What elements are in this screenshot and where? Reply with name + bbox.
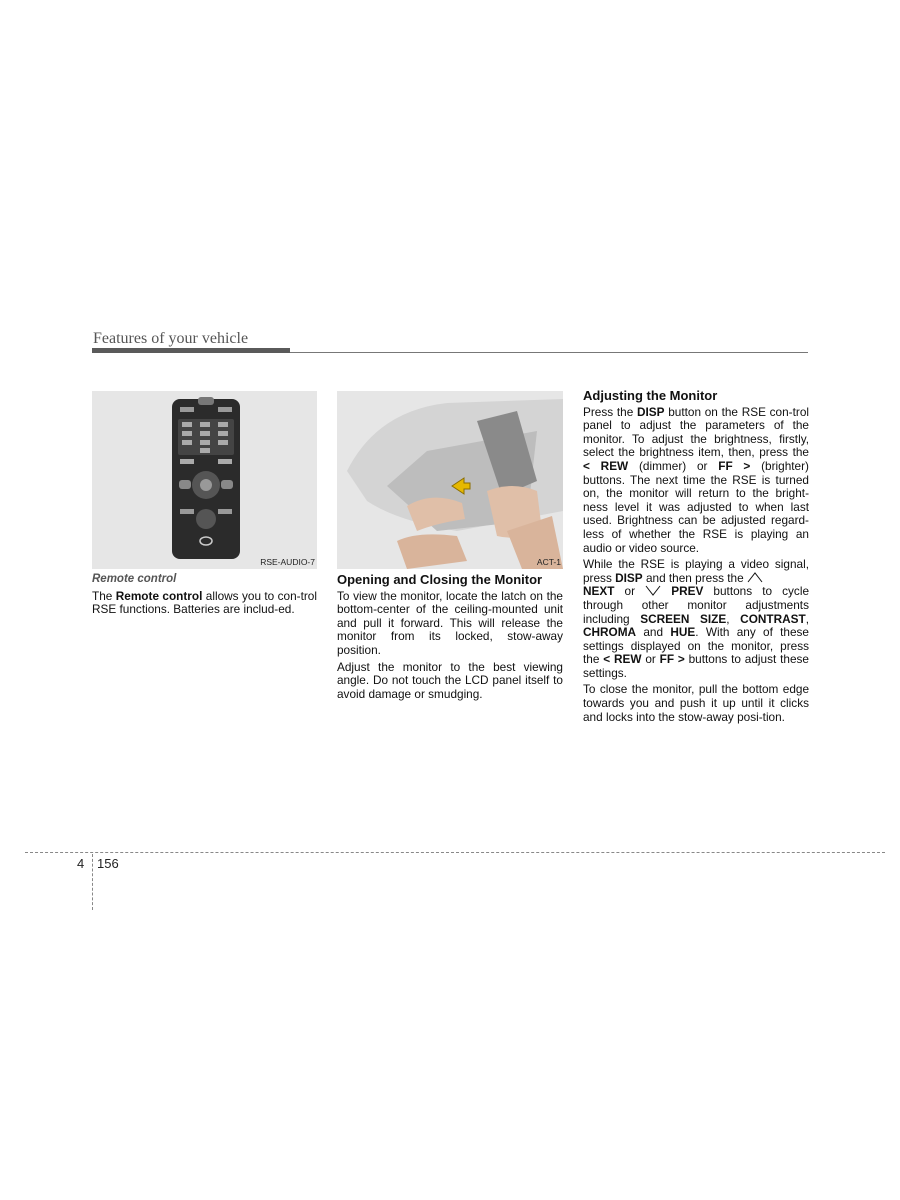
monitor-illustration [337, 391, 563, 569]
page-number: 156 [97, 856, 119, 871]
paragraph: To close the monitor, pull the bottom edge towards you and push it up until it clicks and locks into the stow-away posi-tion. [583, 682, 809, 724]
remote-control-figure [92, 391, 317, 569]
footer-dashed-rule [25, 852, 885, 853]
header-rule [290, 352, 808, 353]
section-heading: Opening and Closing the Monitor [337, 572, 543, 587]
down-arrow-icon [645, 585, 661, 596]
monitor-figure [337, 391, 563, 569]
figure-label: RSE-AUDIO-7 [260, 557, 315, 567]
paragraph: While the RSE is playing a video signal, press DISP and then press the NEXT or PREV buttons to cycle through other monitor adjustments including SCREEN SIZE, CONTRAST, CHROMA and HUE. With any of these settings displayed on the monitor, press the < REW or FF > buttons to adjust these settings. [583, 557, 810, 680]
column-2-text [337, 573, 563, 704]
column-3-text [583, 389, 809, 727]
column-1-text [92, 573, 317, 620]
paragraph: To view the monitor, locate the latch on the bottom-center of the ceiling-mounted unit and pull it forward. This will release the monitor from its locked, stow-away position. [337, 588, 563, 657]
remote-control-paragraph: The Remote control allows you to con-trol RSE functions. Batteries are includ-ed. [92, 588, 317, 617]
figure-label: ACT-1 [536, 557, 561, 567]
section-heading: Adjusting the Monitor [583, 388, 718, 403]
paragraph: Press the DISP button on the RSE con-trol panel to adjust the parameters of the monitor. To adjust the brightness, firstly, select the brightness item, then, press the < REW (dimmer) or FF > (brighter) buttons. The next time the RSE is turned on, the monitor will return to the bright-ness level it was adjusted to when last used. Brightness can be adjusted regard-less of whether the RSE is playing an audio or video source. [583, 404, 809, 555]
up-arrow-icon [747, 572, 763, 583]
header-accent-bar [92, 348, 290, 353]
paragraph: Adjust the monitor to the best viewing angle. Do not touch the LCD panel itself to avoid damage or smudging. [337, 659, 563, 701]
section-number: 4 [77, 856, 85, 871]
footer-dashed-divider [92, 854, 93, 910]
remote-control-illustration [92, 391, 317, 569]
figure-caption: Remote control [92, 573, 177, 585]
page-header-title: Features of your vehicle [93, 330, 249, 347]
